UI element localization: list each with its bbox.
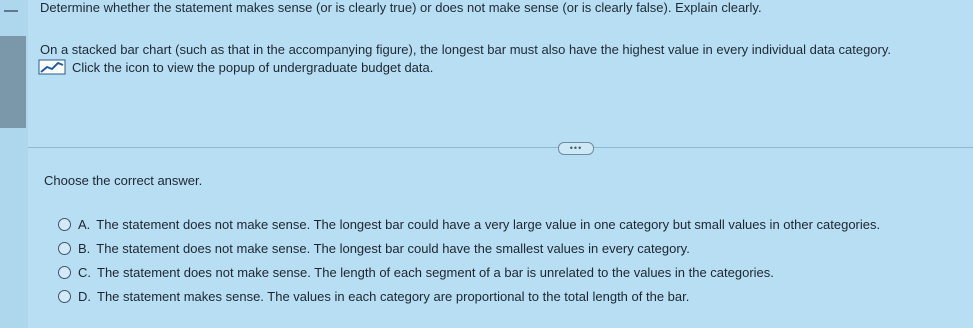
option-letter: D. xyxy=(78,288,91,304)
option-text: The statement does not make sense. The length of each segment of a bar is unrelated to the values in the categories. xyxy=(97,264,774,280)
option-c[interactable] xyxy=(58,261,880,283)
option-b[interactable] xyxy=(58,237,880,259)
option-letter: B. xyxy=(78,240,91,256)
answer-prompt: Choose the correct answer. xyxy=(44,173,203,188)
option-d[interactable] xyxy=(58,285,880,307)
answer-options xyxy=(58,213,880,309)
option-letter: C. xyxy=(78,264,91,280)
question-panel xyxy=(28,0,973,328)
expand-more-button[interactable]: ••• xyxy=(558,142,594,155)
option-letter: A. xyxy=(78,216,91,232)
radio-button-c[interactable] xyxy=(58,266,71,279)
margin-shade xyxy=(0,36,26,128)
option-a[interactable] xyxy=(58,213,880,235)
chart-icon[interactable] xyxy=(38,59,66,75)
option-text: The statement does not make sense. The longest bar could have a very large value in one category but small values in other categories. xyxy=(96,216,881,232)
question-text: On a stacked bar chart (such as that in the accompanying figure), the longest bar must also have the highest value in every individual data category. xyxy=(40,42,892,57)
option-text: The statement makes sense. The values in each category are proportional to the total length of the bar. xyxy=(97,288,690,304)
radio-button-d[interactable] xyxy=(58,290,71,303)
margin-tick xyxy=(4,10,18,12)
radio-button-a[interactable] xyxy=(58,218,71,231)
instruction-text: Determine whether the statement makes sense (or is clearly true) or does not make sense (or is clearly false). Explain clearly. xyxy=(40,0,762,15)
radio-button-b[interactable] xyxy=(58,242,71,255)
popup-link-row xyxy=(38,59,433,75)
section-divider xyxy=(28,147,973,148)
popup-text: Click the icon to view the popup of undergraduate budget data. xyxy=(72,59,434,75)
left-margin-strip xyxy=(0,0,28,328)
option-text: The statement does not make sense. The longest bar could have the smallest values in every category. xyxy=(96,240,690,256)
